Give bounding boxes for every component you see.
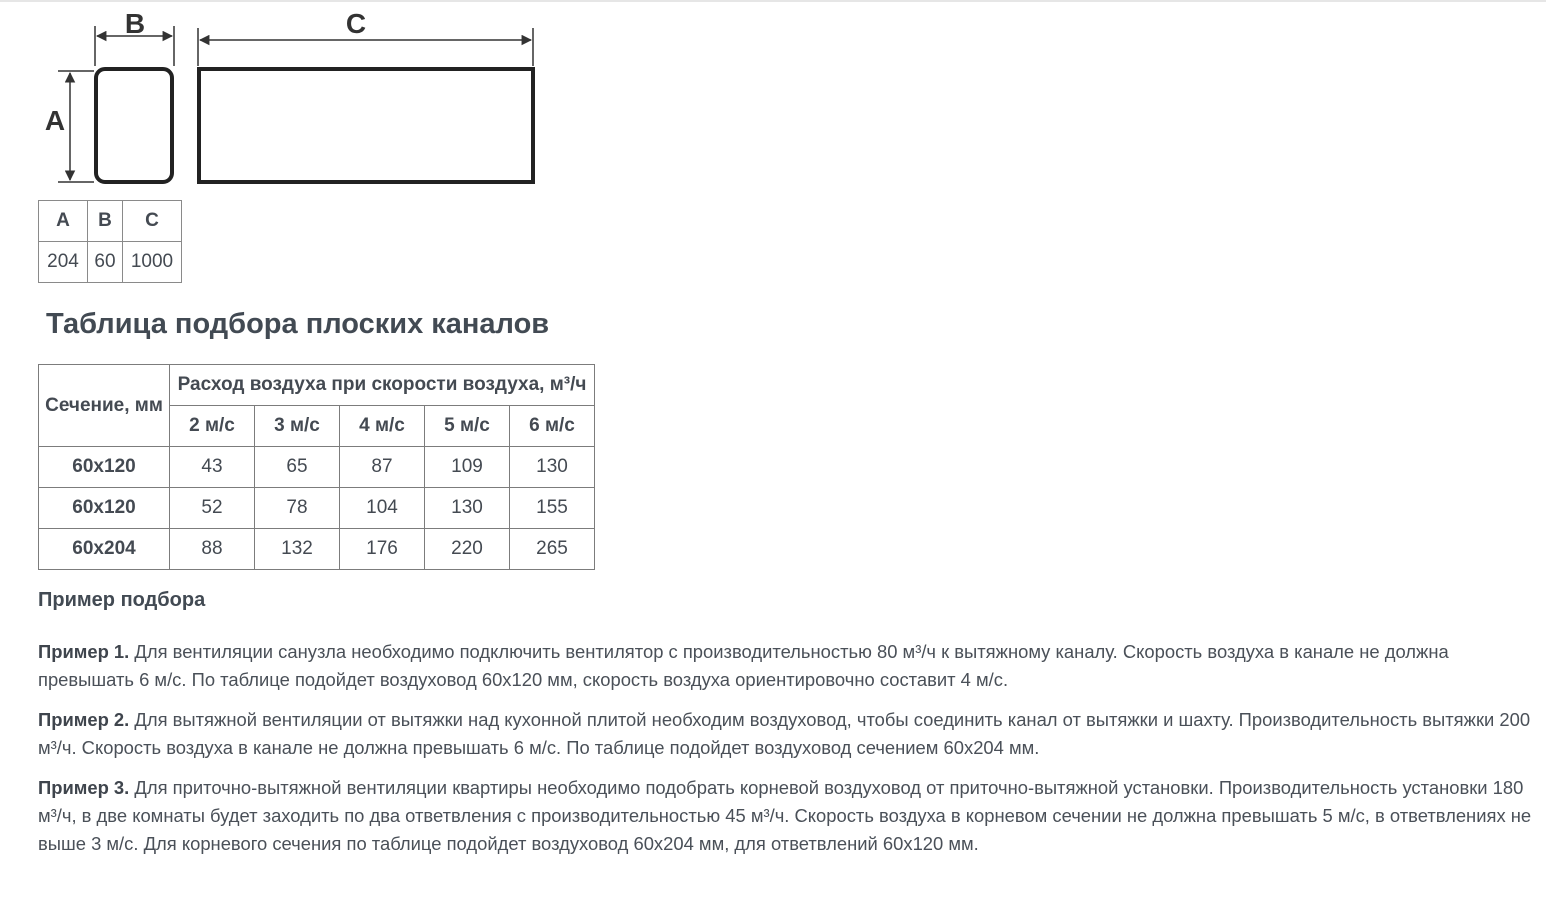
airflow-cell: 109 <box>425 447 510 488</box>
airflow-cell: 130 <box>425 488 510 529</box>
selection-header-row-1 <box>39 365 595 406</box>
top-divider <box>0 0 1546 2</box>
airflow-header: Расход воздуха при скорости воздуха, м³/ч <box>170 365 595 406</box>
example-label: Пример 2. <box>38 709 130 730</box>
airflow-cell: 265 <box>510 529 595 570</box>
airflow-cell: 104 <box>340 488 425 529</box>
example-paragraph-2 <box>38 706 1538 762</box>
dim-header-a: A <box>39 201 88 242</box>
airflow-cell: 88 <box>170 529 255 570</box>
table-row <box>39 447 595 488</box>
airflow-cell: 130 <box>510 447 595 488</box>
dimensions-value-row <box>39 242 182 283</box>
example-heading: Пример подбора <box>38 589 206 611</box>
dim-value-b: 60 <box>88 242 123 283</box>
example-text: Для вытяжной вентиляции от вытяжки над кухонной плитой необходим воздуховод, чтобы соединить канал от вытяжки и шахту. Производительность вытяжки 200 м³/ч. Скорость воздуха в канале не должна превышать 6 м/с. По таблице подойдет воздуховод сечением 60х204 мм. <box>38 709 1531 758</box>
section-size-cell: 60x204 <box>39 529 170 570</box>
airflow-cell: 176 <box>340 529 425 570</box>
airflow-cell: 43 <box>170 447 255 488</box>
dimensions-header-row <box>39 201 182 242</box>
airflow-cell: 87 <box>340 447 425 488</box>
speed-header: 5 м/с <box>425 406 510 447</box>
speed-header: 3 м/с <box>255 406 340 447</box>
duct-dimension-diagram <box>38 4 548 194</box>
airflow-cell: 52 <box>170 488 255 529</box>
section-size-header: Сечение, мм <box>39 365 170 447</box>
examples-list <box>38 638 1538 870</box>
airflow-cell: 220 <box>425 529 510 570</box>
airflow-cell: 78 <box>255 488 340 529</box>
example-text: Для вентиляции санузла необходимо подключить вентилятор с производительностью 80 м³/ч к вытяжному каналу. Скорость воздуха в канале не должна превышать 6 м/с. По таблице подойдет воздуховод 60х120 мм, скорость воздуха ориентировочно составит 4 м/с. <box>38 641 1449 690</box>
airflow-cell: 132 <box>255 529 340 570</box>
duct-selection-table <box>38 364 595 570</box>
dim-header-b: B <box>88 201 123 242</box>
airflow-cell: 65 <box>255 447 340 488</box>
speed-header: 2 м/с <box>170 406 255 447</box>
section-title: Таблица подбора плоских каналов <box>46 308 550 340</box>
example-paragraph-3 <box>38 774 1538 858</box>
table-row <box>39 488 595 529</box>
example-paragraph-1 <box>38 638 1538 694</box>
speed-header: 6 м/с <box>510 406 595 447</box>
dim-value-a: 204 <box>39 242 88 283</box>
example-text: Для приточно-вытяжной вентиляции квартиры необходимо подобрать корневой воздуховод от приточно-вытяжной установки. Производительность установки 180 м³/ч, в две комнаты будет заходить по два ответвления с производительностью 45 м³/ч. Скорость воздуха в корневом сечении не должна превышать 5 м/с, в ответвлениях не выше 3 м/с. Для корневого сечения по таблице подойдет воздуховод 60х204 мм, для ответвлений 60х120 мм. <box>38 777 1532 854</box>
airflow-cell: 155 <box>510 488 595 529</box>
example-label: Пример 1. <box>38 641 130 662</box>
section-size-cell: 60x120 <box>39 488 170 529</box>
dim-b-label: B <box>124 8 146 39</box>
dim-header-c: C <box>123 201 182 242</box>
section-size-cell: 60x120 <box>39 447 170 488</box>
duct-side-view <box>199 69 533 182</box>
speed-header: 4 м/с <box>340 406 425 447</box>
dim-value-c: 1000 <box>123 242 182 283</box>
dim-a-label: A <box>44 105 66 136</box>
dim-c-label: C <box>345 8 367 39</box>
example-label: Пример 3. <box>38 777 130 798</box>
table-row <box>39 529 595 570</box>
dimensions-table <box>38 200 182 283</box>
duct-cross-section <box>96 69 172 182</box>
